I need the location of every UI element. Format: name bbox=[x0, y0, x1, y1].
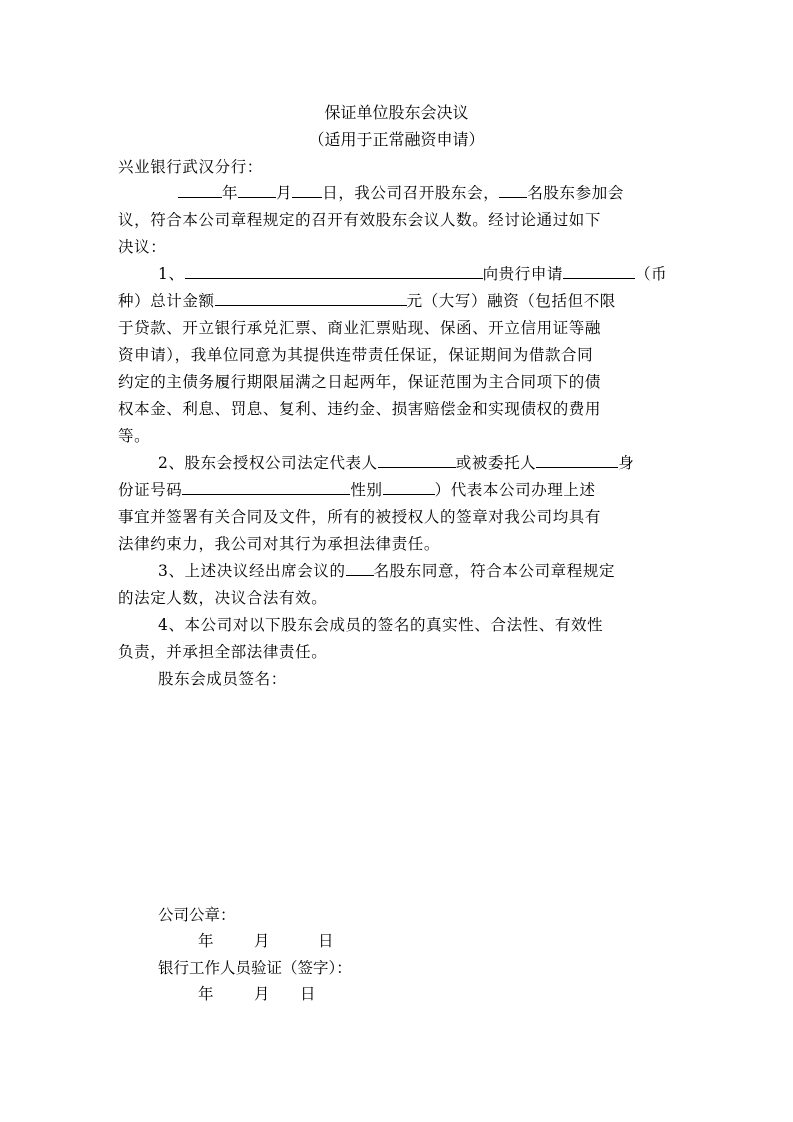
verify-date-day: 日 bbox=[300, 985, 316, 1003]
agree-text: 名股东同意，符合本公司章程规定 bbox=[373, 562, 616, 580]
day-blank[interactable] bbox=[292, 182, 322, 198]
amount-blank[interactable] bbox=[215, 290, 407, 306]
agree-count-blank[interactable] bbox=[346, 560, 374, 576]
bank-verify-label: 银行工作人员验证（签字）： bbox=[158, 959, 352, 977]
intro-line-1 bbox=[178, 181, 624, 203]
representation-text: ）代表本公司办理上述 bbox=[434, 481, 596, 499]
item4-line-1: 4、本公司对以下股东会成员的签名的真实性、合法性、有效性 bbox=[158, 616, 604, 634]
item1-line-6: 权本金、利息、罚息、复利、违约金、损害赔偿金和实现债权的费用 bbox=[118, 400, 602, 418]
id-open: 身 bbox=[618, 454, 635, 472]
amount-label: 种）总计金额 bbox=[118, 292, 215, 310]
seal-date-month: 月 bbox=[254, 932, 270, 950]
attending-label: 3、上述决议经出席会议的 bbox=[158, 562, 346, 580]
applicant-blank[interactable] bbox=[185, 263, 483, 279]
month-label: 月 bbox=[276, 184, 293, 202]
verify-date-month: 月 bbox=[254, 985, 270, 1003]
item3-line-1 bbox=[158, 559, 615, 581]
item1-line-5: 约定的主债务履行期限届满之日起两年，保证范围为主合同项下的债 bbox=[118, 373, 602, 391]
item1-line-1 bbox=[158, 262, 667, 284]
month-blank[interactable] bbox=[238, 182, 276, 198]
item2-line-4: 法律约束力，我公司对其行为承担法律责任。 bbox=[118, 535, 441, 553]
delegate-blank[interactable] bbox=[536, 452, 618, 468]
addressee: 兴业银行武汉分行： bbox=[118, 158, 263, 176]
item2-line-2 bbox=[118, 478, 596, 500]
id-label: 份证号码 bbox=[118, 481, 183, 499]
document-subtitle: （适用于正常融资申请） bbox=[308, 130, 485, 149]
gender-blank[interactable] bbox=[383, 479, 435, 495]
apply-text: 向贵行申请 bbox=[482, 265, 564, 283]
currency-blank[interactable] bbox=[563, 263, 635, 279]
delegate-label: 或被委托人 bbox=[455, 454, 537, 472]
item1-line-7: 等。 bbox=[118, 427, 151, 445]
item4-line-2: 负责，并承担全部法律责任。 bbox=[118, 643, 328, 661]
company-seal-label: 公司公章： bbox=[158, 906, 236, 924]
id-number-blank[interactable] bbox=[182, 479, 350, 495]
item1-line-4: 资申请），我单位同意为其提供连带责任保证，保证期间为借款合同 bbox=[118, 346, 594, 364]
legal-rep-label: 2、股东会授权公司法定代表人 bbox=[158, 454, 378, 472]
amount-text: 元（大写）融资（包括但不限 bbox=[406, 292, 616, 310]
item1-number: 1、 bbox=[158, 265, 185, 283]
members-count-blank[interactable] bbox=[499, 182, 527, 198]
day-text: 日，我公司召开股东会， bbox=[322, 184, 500, 202]
item1-line-2 bbox=[118, 289, 616, 311]
gender-label: 性别 bbox=[350, 481, 383, 499]
item3-line-2: 的法定人数，决议合法有效。 bbox=[118, 589, 328, 607]
verify-date-year: 年 bbox=[198, 985, 214, 1003]
item2-line-1 bbox=[158, 451, 634, 473]
legal-rep-blank[interactable] bbox=[378, 452, 456, 468]
intro-line-2: 议，符合本公司章程规定的召开有效股东会议人数。经讨论通过如下 bbox=[118, 211, 602, 229]
item2-line-3: 事宜并签署有关合同及文件，所有的被授权人的签章对我公司均具有 bbox=[118, 508, 602, 526]
seal-date-day: 日 bbox=[318, 932, 334, 950]
year-label: 年 bbox=[222, 184, 239, 202]
intro-line-3: 决议： bbox=[118, 238, 167, 256]
members-text: 名股东参加会 bbox=[527, 184, 624, 202]
members-sign-label: 股东会成员签名： bbox=[158, 670, 287, 688]
item1-line-3: 于贷款、开立银行承兑汇票、商业汇票贴现、保函、开立信用证等融 bbox=[118, 319, 602, 337]
year-blank[interactable] bbox=[178, 182, 222, 198]
seal-date-year: 年 bbox=[198, 932, 214, 950]
document-title: 保证单位股东会决议 bbox=[324, 103, 469, 122]
currency-open: （币 bbox=[635, 265, 668, 283]
